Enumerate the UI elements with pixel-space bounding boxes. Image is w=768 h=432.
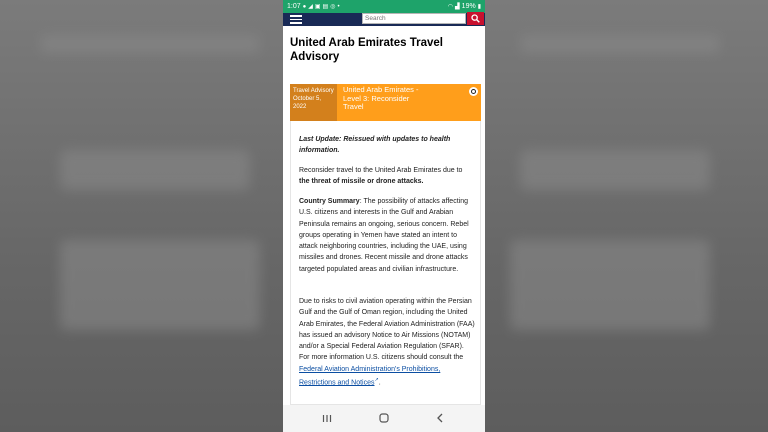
faa-link[interactable]: Federal Aviation Administration's Prohibitions, Restrictions and Notices [299,365,441,387]
home-button[interactable] [374,411,394,425]
camera-icon: ▤ [322,3,329,10]
back-icon [436,413,444,423]
aviation-paragraph [299,296,475,389]
background-blur-block [40,35,260,53]
reconsider-text: Reconsider travel to the United Arab Emirates due to [299,167,463,174]
country-summary-paragraph [299,196,475,275]
country-summary-label: Country Summary [299,198,360,205]
status-time: 1:07 [287,3,301,10]
background-blur-block [60,240,260,330]
recent-apps-button[interactable] [317,411,337,425]
advisory-label: Travel Advisory [293,88,334,94]
recent-apps-icon [322,414,332,423]
search-input[interactable] [362,13,466,24]
background-blur-block [510,240,710,330]
battery-text: 19% [461,3,476,10]
reconsider-paragraph [299,165,471,188]
wifi-icon: ◠ [447,3,454,10]
mail-icon: ◎ [330,3,336,10]
notification-icon: ● [302,3,307,10]
battery-icon: ▮ [477,3,481,10]
android-nav-bar [283,405,485,432]
advisory-content [290,121,481,405]
signal-icon: ▟ [455,3,460,10]
page-title: United Arab Emirates Travel Advisory [290,37,443,63]
search-button[interactable] [467,12,484,25]
hamburger-menu-icon[interactable] [290,15,302,23]
threat-text: the threat of missile or drone attacks. [299,178,424,186]
status-left [287,3,340,10]
status-right [448,3,481,10]
phone-screen [283,0,485,432]
background-blur-block [60,150,250,190]
last-update-text: Last Update: Reissued with updates to health information. [299,136,451,155]
external-link-icon: ↗ [374,377,379,384]
country-summary-text: : The possibility of attacks affecting U.S. citizens and interests in the Gulf and Arabian Peninsula remains an ongoing, serious concern. Rebel groups operating in Yemen have stated an intent to attack neighboring countries, including the UAE, using missiles and drones. Recent missile and drone attacks targeted populated areas and civilian infrastructure. [299,198,469,273]
advisory-banner [290,84,481,121]
chat-icon: ▣ [314,3,321,10]
link-suffix: . [378,379,381,387]
advisory-level-text: United Arab Emirates - Level 3: Reconsider Travel [343,85,419,111]
back-button[interactable] [430,411,450,425]
advisory-date: October 5, 2022 [293,96,322,110]
send-icon: ◢ [308,3,313,10]
background-blur-block [520,150,710,190]
info-icon[interactable] [469,87,478,96]
advisory-level-block [337,84,481,121]
search-icon [471,14,480,23]
background-blur-block [520,35,720,53]
aviation-text: Due to risks to civil aviation operating within the Persian Gulf and the Gulf of Oman region, including the United Arab Emirates, the Federal Aviation Administration (FAA) has issued an advisory Notice to Air Missions (NOTAM) and/or a Special Federal Aviation Regulation (SFAR). For more information U.S. citizens should consult the [299,298,475,362]
status-bar [283,0,485,13]
advisory-date-block [290,84,337,121]
home-icon [379,413,389,423]
dot-icon: • [337,3,340,10]
